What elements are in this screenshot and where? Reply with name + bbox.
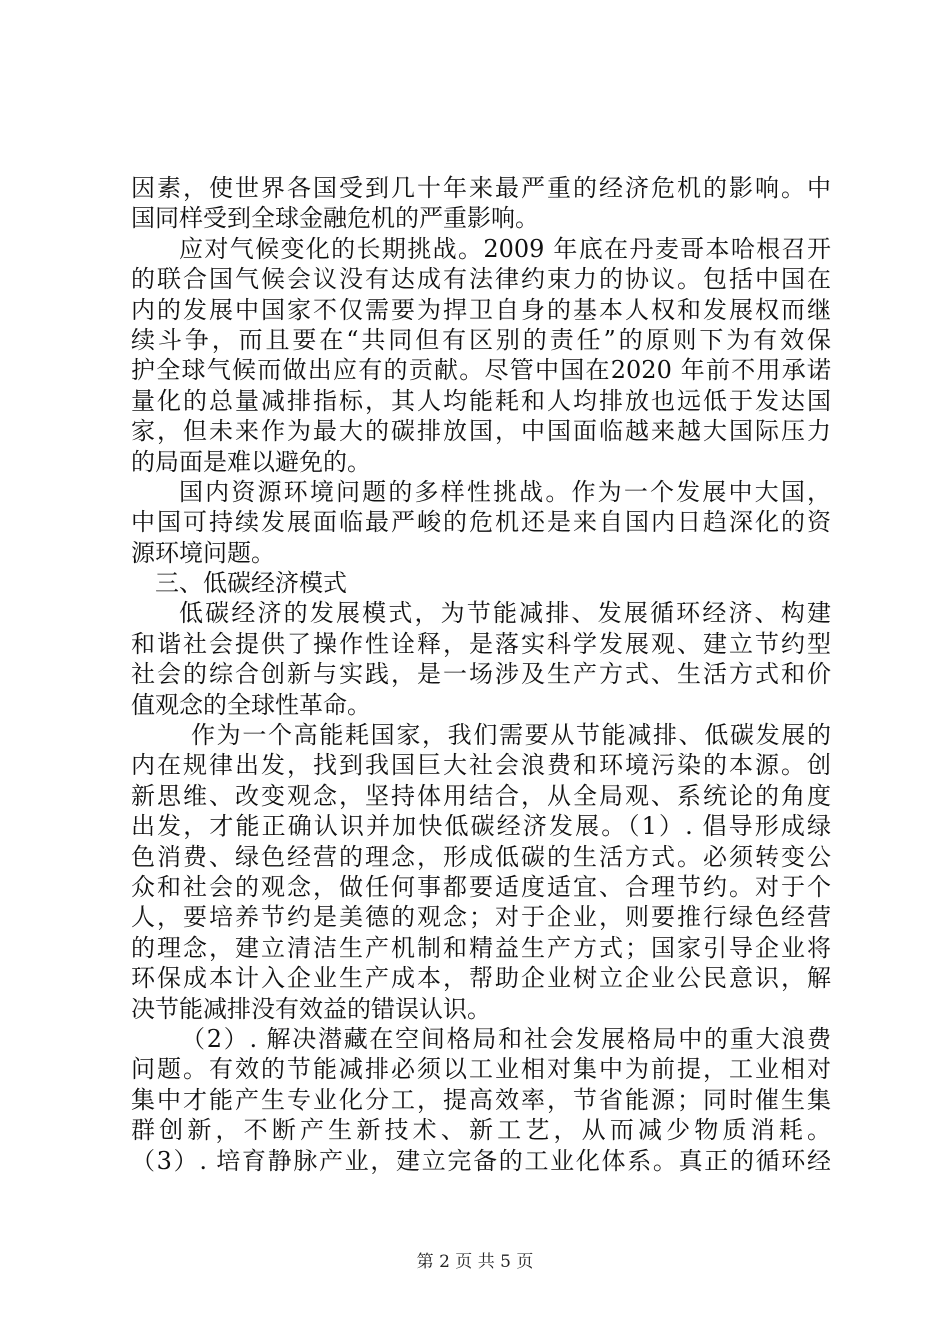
text-line: 国同样受到全球金融危机的严重影响。 bbox=[131, 204, 539, 233]
text-line: （3）. 培育静脉产业，建立完备的工业化体系。真正的循环经 bbox=[131, 1146, 831, 1175]
page-footer: 第 2 页 共 5 页 bbox=[416, 1252, 534, 1272]
text-line: 内的发展中国家不仅需要为捍卫自身的基本人权和发展权而继 bbox=[131, 295, 831, 324]
text-line: 应对气候变化的长期挑战。2009 年底在丹麦哥本哈根召开 bbox=[179, 234, 831, 263]
text-line: 和谐社会提供了操作性诠释，是落实科学发展观、建立节约型 bbox=[131, 629, 831, 658]
text-line: （2）. 解决潜藏在空间格局和社会发展格局中的重大浪费 bbox=[181, 1024, 831, 1053]
text-line: 众和社会的观念，做任何事都要适度适宜、合理节约。对于个 bbox=[131, 872, 831, 901]
text-line: 因素，使世界各国受到几十年来最严重的经济危机的影响。中 bbox=[131, 174, 831, 202]
text-line: 出发，才能正确认识并加快低碳经济发展。（1）. 倡导形成绿 bbox=[131, 812, 831, 841]
text-line: 问题。有效的节能减排必须以工业相对集中为前提，工业相对 bbox=[131, 1055, 831, 1084]
text-line: 集中才能产生专业化分工，提高效率，节省能源；同时催生集 bbox=[131, 1085, 831, 1114]
text-line: 新思维、改变观念，坚持体用结合，从全局观、系统论的角度 bbox=[131, 781, 831, 810]
document-body bbox=[131, 173, 831, 1176]
text-line: 低碳经济的发展模式，为节能减排、发展循环经济、构建 bbox=[179, 599, 831, 628]
text-line: 量化的总量减排指标，其人均能耗和人均排放也远低于发达国 bbox=[131, 386, 831, 415]
text-line: 续斗争，而且要在“共同但有区别的责任”的原则下为有效保 bbox=[131, 325, 831, 354]
text-line: 人，要培养节约是美德的观念；对于企业，则要推行绿色经营 bbox=[131, 903, 831, 932]
text-line: 中国可持续发展面临最严峻的危机还是来自国内日趋深化的资 bbox=[131, 508, 831, 537]
text-line: 作为一个高能耗国家，我们需要从节能减排、低碳发展的 bbox=[191, 721, 831, 750]
text-line: 色消费、绿色经营的理念，形成低碳的生活方式。必须转变公 bbox=[131, 842, 831, 871]
text-line: 群创新，不断产生新技术、新工艺，从而减少物质消耗。 bbox=[131, 1116, 831, 1145]
text-line: 源环境问题。 bbox=[131, 538, 275, 567]
text-line: 三、低碳经济模式 bbox=[155, 569, 347, 598]
text-line: 的局面是难以避免的。 bbox=[131, 447, 371, 476]
text-line: 内在规律出发，找到我国巨大社会浪费和环境污染的本源。创 bbox=[131, 751, 831, 780]
text-line: 决节能减排没有效益的错误认识。 bbox=[131, 994, 491, 1023]
text-line: 的联合国气候会议没有达成有法律约束力的协议。包括中国在 bbox=[131, 265, 831, 294]
text-line: 的理念，建立清洁生产机制和精益生产方式；国家引导企业将 bbox=[131, 933, 831, 962]
text-line: 国内资源环境问题的多样性挑战。作为一个发展中大国， bbox=[179, 477, 831, 506]
text-line: 社会的综合创新与实践，是一场涉及生产方式、生活方式和价 bbox=[131, 660, 831, 689]
text-line: 值观念的全球性革命。 bbox=[131, 690, 371, 719]
text-line: 家，但未来作为最大的碳排放国，中国面临越来越大国际压力 bbox=[131, 417, 831, 446]
text-line: 环保成本计入企业生产成本，帮助企业树立企业公民意识，解 bbox=[131, 964, 831, 993]
text-line: 护全球气候而做出应有的贡献。尽管中国在2020 年前不用承诺 bbox=[131, 356, 831, 385]
